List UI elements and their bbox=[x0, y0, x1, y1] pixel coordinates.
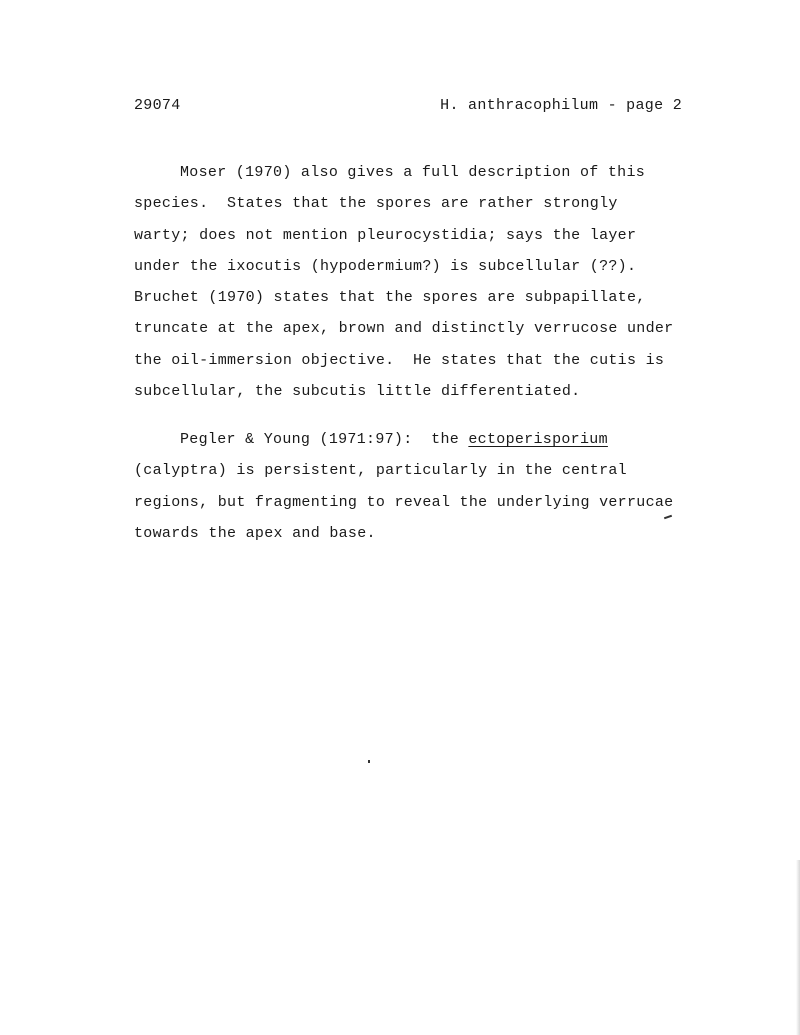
document-number: 29074 bbox=[134, 97, 181, 114]
text-line: warty; does not mention pleurocystidia; says the layer bbox=[134, 226, 637, 244]
citation-text: Pegler & Young (1971:97): the bbox=[180, 431, 469, 448]
text-line: species. States that the spores are rather strongly bbox=[134, 195, 618, 213]
scan-speck bbox=[368, 760, 370, 763]
text-line: regions, but fragmenting to reveal the underlying verrucae bbox=[134, 493, 674, 511]
text-line: Moser (1970) also gives a full description of this bbox=[180, 164, 646, 181]
text-line: towards the apex and base. bbox=[134, 524, 376, 542]
text-line bbox=[134, 424, 694, 455]
underlined-term: ectoperisporium bbox=[468, 431, 608, 448]
page-header bbox=[134, 97, 682, 121]
page-title: H. anthracophilum - page 2 bbox=[440, 97, 682, 114]
text-line: the oil-immersion objective. He states that the cutis is bbox=[134, 351, 665, 369]
text-line: truncate at the apex, brown and distinctly verrucose under bbox=[134, 320, 674, 338]
paragraph-moser-bruchet bbox=[134, 157, 694, 407]
text-line: Bruchet (1970) states that the spores are subpapillate, bbox=[134, 289, 646, 307]
paragraph-pegler-young bbox=[134, 424, 694, 549]
text-line: subcellular, the subcutis little differentiated. bbox=[134, 383, 581, 401]
scan-edge-shadow bbox=[796, 860, 800, 1035]
text-line: under the ixocutis (hypodermium?) is subcellular (??). bbox=[134, 257, 637, 275]
text-line: (calyptra) is persistent, particularly in the central bbox=[134, 462, 627, 480]
